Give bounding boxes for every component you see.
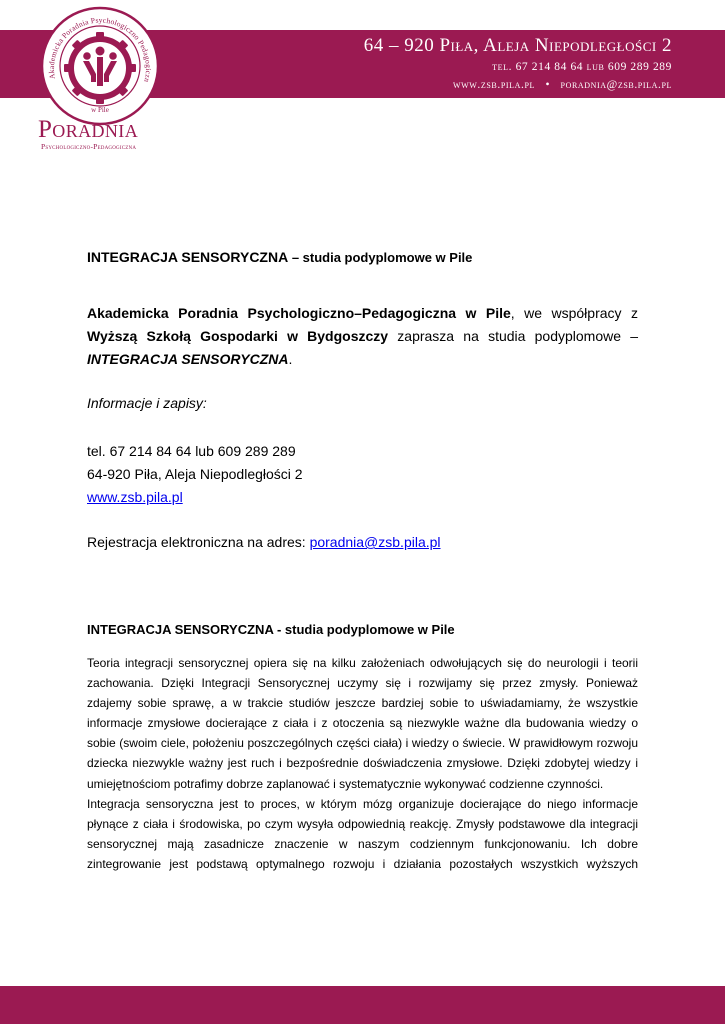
contact-phone: tel. 67 214 84 64 lub 609 289 289 bbox=[87, 443, 296, 459]
logo-name: Poradnia bbox=[38, 116, 139, 143]
logo-ring-text: Akademicka Poradnia Psychologiczno Pedagogiczn bbox=[46, 15, 154, 84]
header-website-link[interactable]: www.zsb.pila.pl bbox=[452, 79, 536, 91]
header-web-line bbox=[364, 76, 672, 94]
website-link[interactable]: www.zsb.pila.pl bbox=[87, 489, 183, 505]
header-separator: • bbox=[545, 79, 551, 91]
intro-paragraph: Akademicka Poradnia Psychologiczno–Pedagogiczna w Pile, we współpracy z Wyższą Szkołą Gospodarki w Bydgoszczy zaprasza na studia podyplomowe – INTEGRACJA SENSORYCZNA. bbox=[87, 305, 638, 367]
footer-band bbox=[0, 986, 725, 1024]
registration-email-link[interactable]: poradnia@zsb.pila.pl bbox=[309, 534, 441, 550]
header-contact-block bbox=[364, 34, 672, 94]
header-address: 64 – 920 Piła, Aleja Niepodległości 2 bbox=[363, 35, 672, 56]
contact-block bbox=[87, 440, 638, 509]
body-paragraph-1: Teoria integracji sensorycznej opiera się na kilku założeniach odwołujących się do neurologii i teorii zachowania. Dzięki Integracji Sensorycznej uczymy się i rozwijamy się przez zmysły. Ponieważ zdajemy sobie sprawę, a w trakcie studiów jeszcze bardziej sobie to uświadamiamy, że wszystkie informacje zmysłowe docierające z ciała i z otoczenia są niezwykle ważne dla budowania wiedzy o sobie (swoim ciele, położeniu poszczególnych części ciała) i wiedzy o świecie. W prawidłowym rozwoju dziecka niezwykle ważny jest ruch i bezpośrednie doświadczenia zmysłowe. Dzięki zdobytej wiedzy i umiejętnościom potrafimy dobrze zaplanować i systematycznie wykonywać codzienne czynności. bbox=[87, 656, 638, 791]
body-text bbox=[87, 653, 638, 874]
section-title: INTEGRACJA SENSORYCZNA - studia podyplomowe w Pile bbox=[87, 622, 455, 637]
poradnia-logo bbox=[38, 4, 162, 128]
header-email-link[interactable]: poradnia@zsb.pila.pl bbox=[560, 79, 672, 91]
contact-address: 64-920 Piła, Aleja Niepodległości 2 bbox=[87, 466, 303, 482]
logo-subtitle: Psychologiczno-Pedagogiczna bbox=[41, 142, 137, 151]
header-phones: tel. 67 214 84 64 lub 609 289 289 bbox=[492, 61, 672, 73]
body-paragraph-2: Integracja sensoryczna jest to proces, w którym mózg organizuje docierające do niego informacje płynące z ciała i środowiska, po czym wysyła odpowiednią reakcję. Zmysły podstawowe dla integracji sensorycznej mają zasadnicze znaczenie w naszym codziennym funkcjonowaniu. Ich dobre zintegrowanie jest podstawą optymalnego rozwoju i działania pozostałych wszystkich wyższych bbox=[87, 796, 638, 871]
info-heading: Informacje i zapisy: bbox=[87, 395, 207, 411]
logo-city-text: w Pile bbox=[91, 106, 109, 114]
document-title: INTEGRACJA SENSORYCZNA – studia podyplomowe w Pile bbox=[87, 249, 473, 265]
registration-line: Rejestracja elektroniczna na adres: poradnia@zsb.pila.pl bbox=[87, 534, 441, 550]
